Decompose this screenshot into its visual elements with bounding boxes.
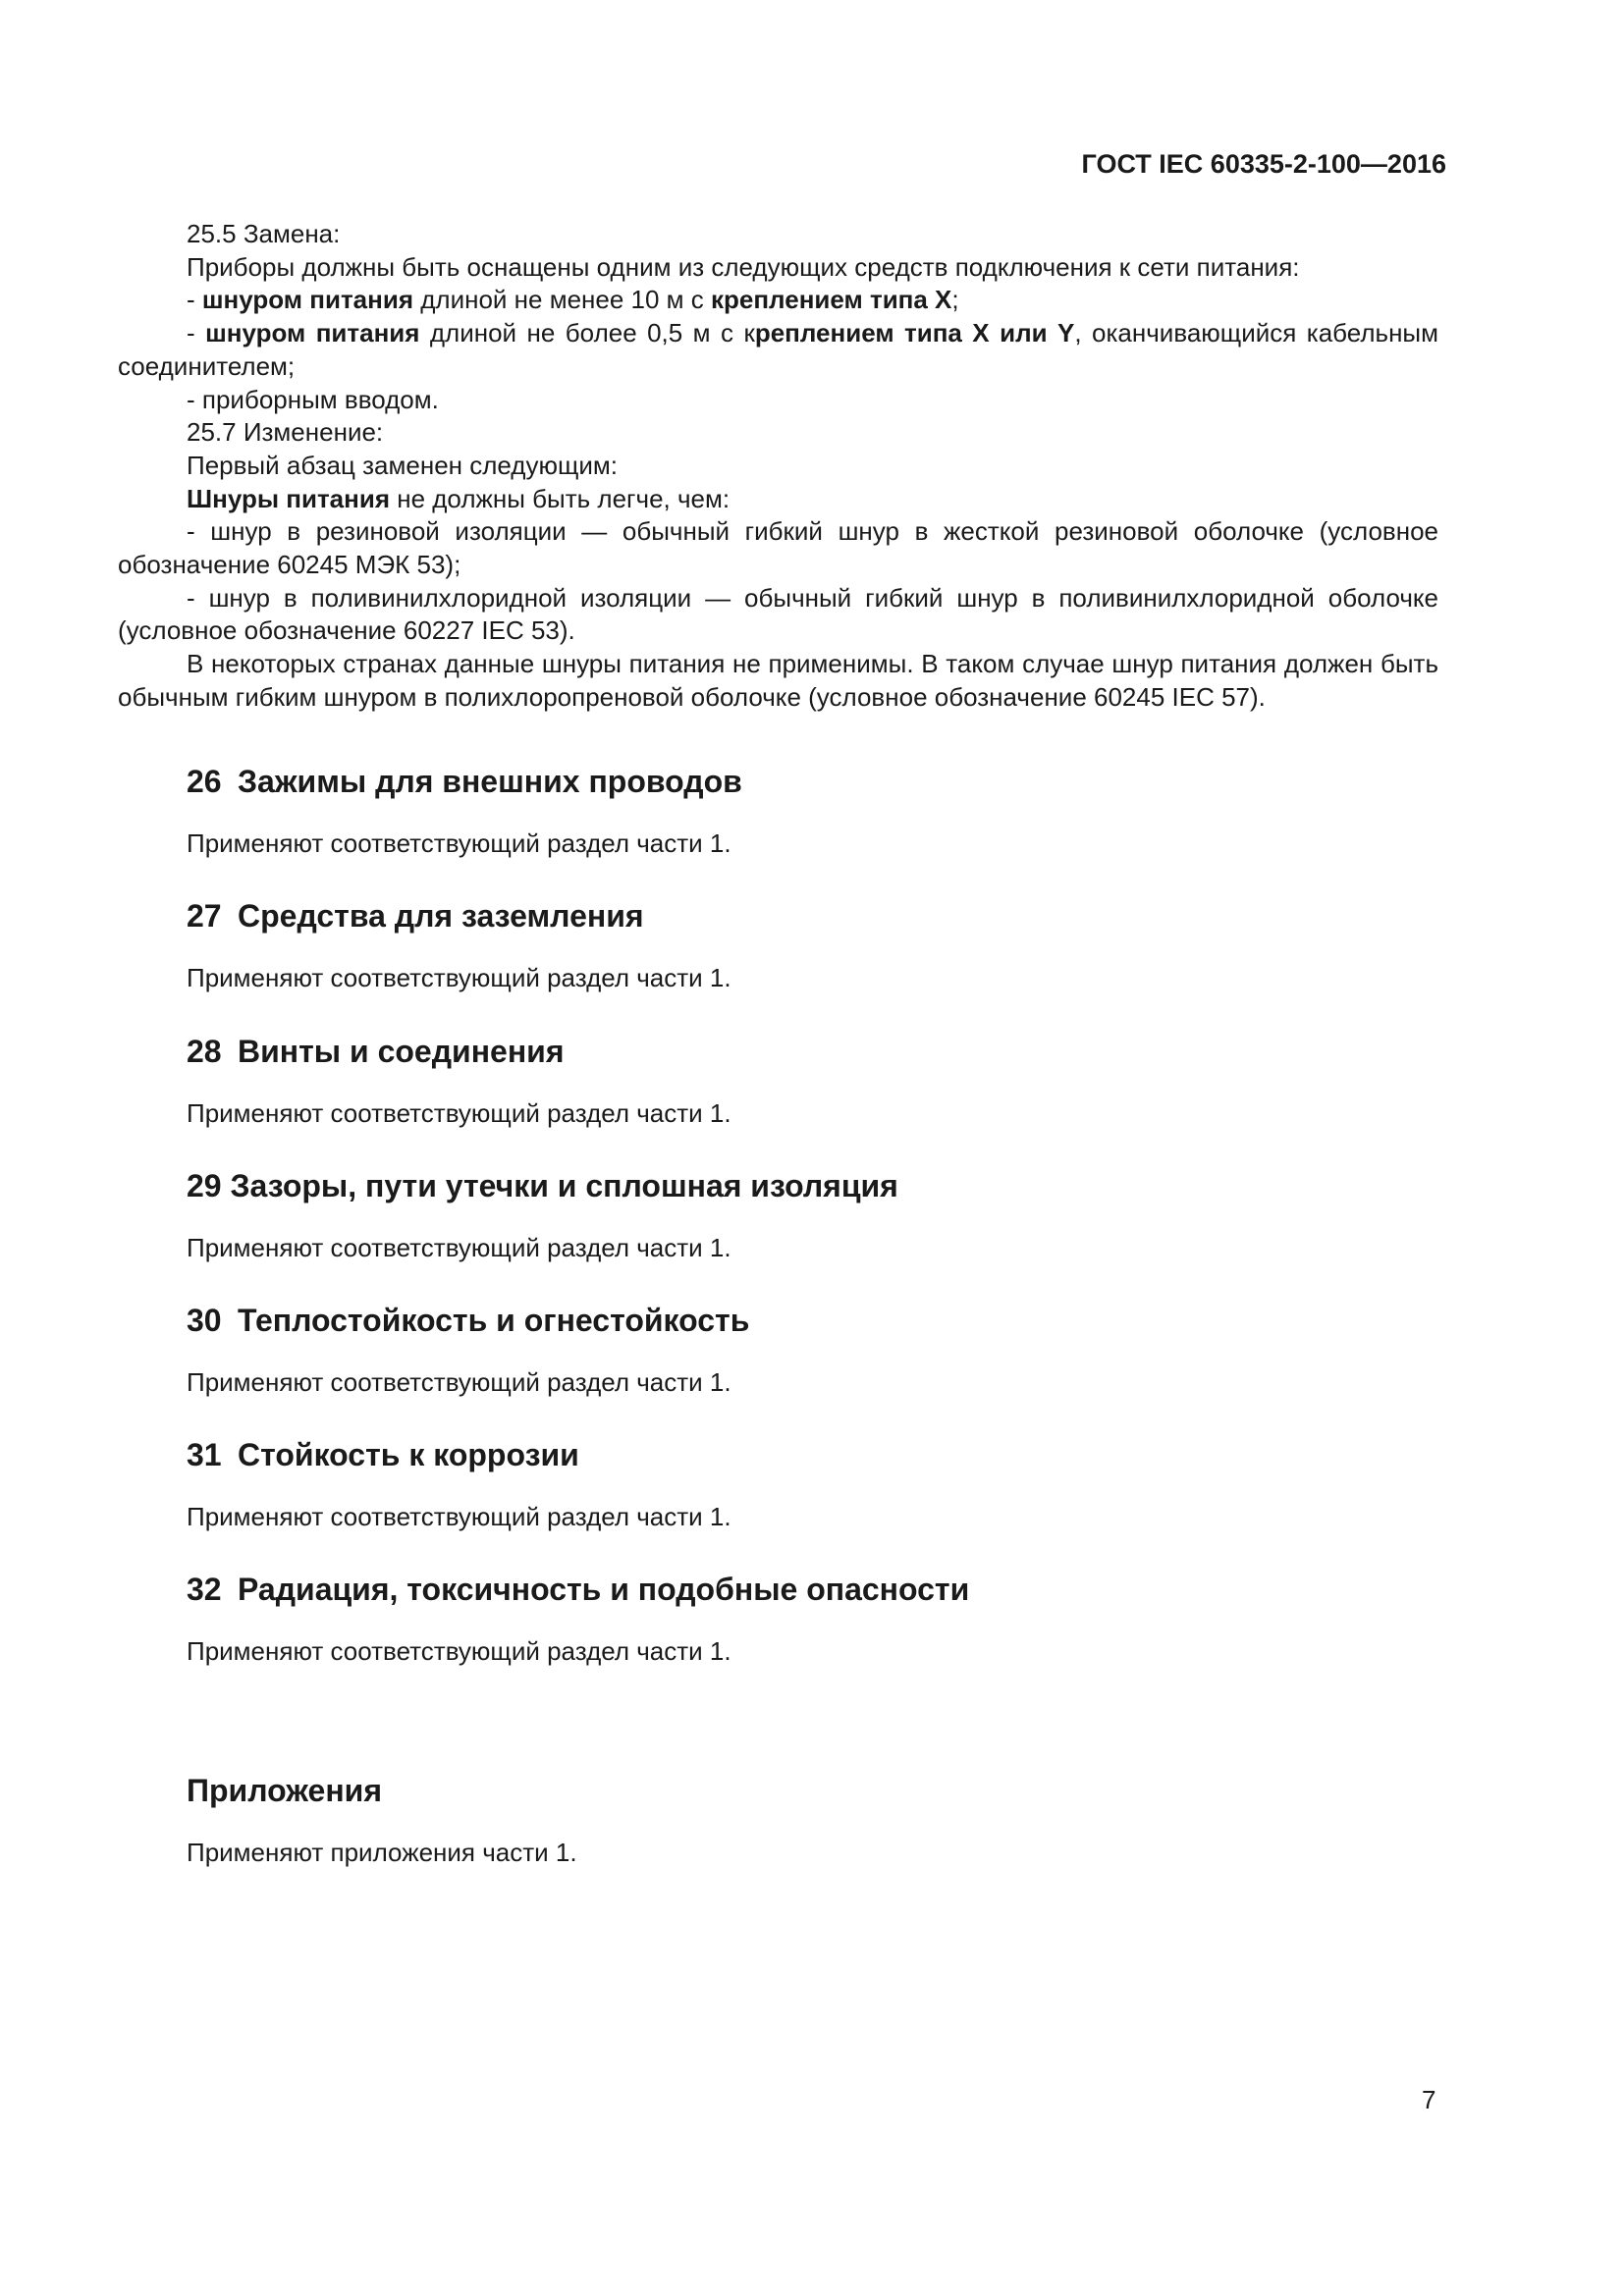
section-heading: 27 Средства для заземления xyxy=(187,898,644,934)
section-text: Применяют соответствующий раздел части 1. xyxy=(187,1098,731,1128)
section-heading: 28 Винты и соединения xyxy=(187,1034,565,1069)
section-text: Применяют соответствующий раздел части 1. xyxy=(187,963,731,992)
section-text: Применяют соответствующий раздел части 1. xyxy=(187,1636,731,1666)
section-text: Применяют соответствующий раздел части 1. xyxy=(187,828,731,858)
list-item-rubber-cord: - шнур в резиновой изоляции — обычный гибкий шнур в жесткой резиновой оболочке (условное обозначение 60245 МЭК 53); xyxy=(118,516,1438,580)
section-heading: 31 Стойкость к коррозии xyxy=(187,1437,579,1472)
document-code: ГОСТ IEC 60335-2-100—2016 xyxy=(1081,149,1446,179)
section-heading: 29 Зазоры, пути утечки и сплошная изоляция xyxy=(187,1168,898,1203)
clause-25-7-heading: 25.7 Изменение: xyxy=(187,417,384,448)
cords-requirement: Шнуры питания не должны быть легче, чем: xyxy=(187,483,731,513)
clause-25-7-intro: Первый абзац заменен следующим: xyxy=(187,450,618,480)
section-heading: 32 Радиация, токсичность и подобные опасности xyxy=(187,1572,970,1607)
page-number: 7 xyxy=(1422,2085,1436,2114)
section-text: Применяют соответствующий раздел части 1. xyxy=(187,1502,731,1531)
clause-25-5-intro: Приборы должны быть оснащены одним из следующих средств подключения к сети питания: xyxy=(187,251,1300,282)
list-item-cord-0-5m: - шнуром питания длиной не более 0,5 м с креплением типа X или Y, оканчивающийся кабельным соединителем; xyxy=(118,318,1438,381)
list-item-cord-10m: - шнуром питания длиной не менее 10 м с креплением типа X; xyxy=(187,285,959,315)
list-item-appliance-inlet: - приборным вводом. xyxy=(187,384,439,414)
section-heading: 26 Зажимы для внешних проводов xyxy=(187,764,742,799)
clause-25-body xyxy=(118,218,1438,715)
appendix-text: Применяют приложения части 1. xyxy=(187,1838,577,1867)
clause-25-5-heading: 25.5 Замена: xyxy=(187,219,341,248)
section-text: Применяют соответствующий раздел части 1. xyxy=(187,1233,731,1262)
section-heading: 30 Теплостойкость и огнестойкость xyxy=(187,1303,750,1338)
appendix-heading: Приложения xyxy=(187,1773,382,1808)
list-item-pvc-cord: - шнур в поливинилхлоридной изоляции — обычный гибкий шнур в поливинилхлоридной оболочке (условное обозначение 60227 IEC 53). xyxy=(118,582,1438,646)
note-other-countries: В некоторых странах данные шнуры питания не применимы. В таком случае шнур питания должен быть обычным гибким шнуром в полихлоропреновой оболочке (условное обозначение 60245 IEC 57). xyxy=(118,649,1438,712)
section-text: Применяют соответствующий раздел части 1. xyxy=(187,1367,731,1397)
